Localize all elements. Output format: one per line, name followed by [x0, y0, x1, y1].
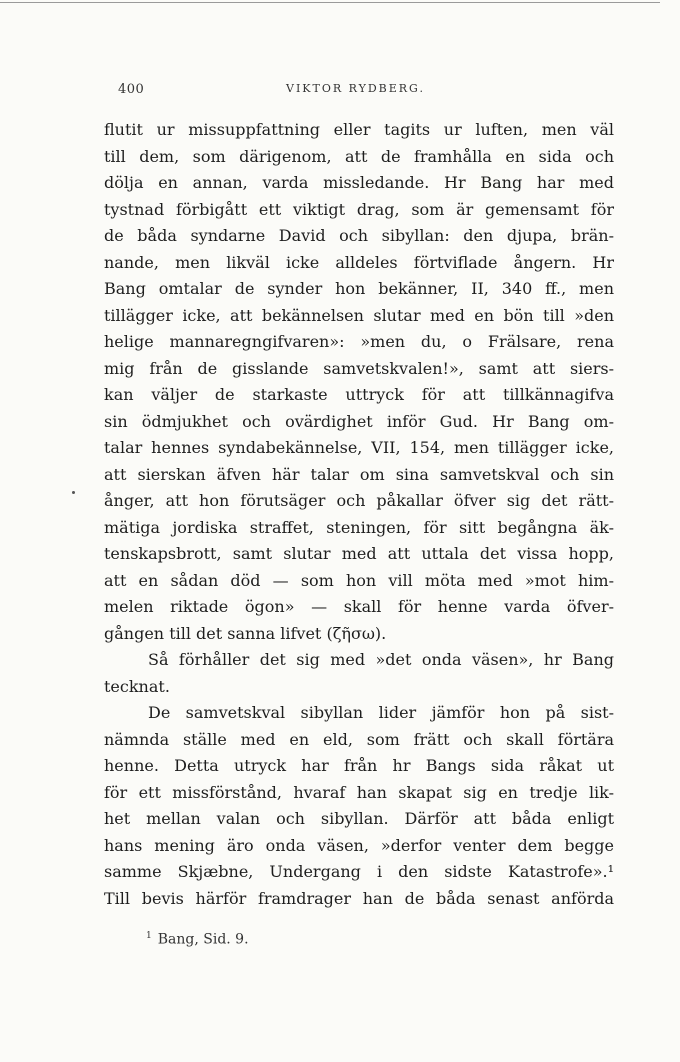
text-line: tenskapsbrott, samt slutar med att uttala det vissa hopp, — [104, 544, 614, 563]
text-line: mig från de gisslande samvetskvalen!», samt att siers- — [104, 358, 614, 378]
text-line: Till bevis härför framdrager han de båda senast anförda — [104, 888, 614, 908]
text-line: flutit ur missuppfattning eller tagits ur luften, men väl — [104, 120, 614, 139]
footnote — [146, 931, 249, 948]
text-line: tecknat. — [104, 676, 170, 696]
text-line: talar hennes syndabekännelse, VII, 154, men tillägger icke, — [104, 438, 614, 457]
text-line: ånger, att hon förutsäger och påkallar öfver sig det rätt- — [104, 491, 614, 510]
stray-ink-mark — [72, 491, 75, 494]
text-line: att sierskan äfven här talar om sina samvetskval och sin — [104, 464, 614, 484]
text-line: De samvetskval sibyllan lider jämför hon på sist- — [148, 703, 614, 722]
text-line: dölja en annan, varda missledande. Hr Bang har med — [104, 173, 614, 192]
text-line: de båda syndarne David och sibyllan: den djupa, brän- — [104, 226, 614, 245]
top-rule — [0, 2, 660, 3]
text-line: helige mannaregngifvaren»: »men du, o Frälsare, rena — [104, 332, 614, 351]
text-line: mätiga jordiska straffet, steningen, för sitt begångna äk- — [104, 517, 614, 537]
running-head: VIKTOR RYDBERG. — [286, 82, 425, 95]
text-line: het mellan valan och sibyllan. Därför att båda enligt — [104, 809, 614, 828]
text-line: att en sådan död — som hon vill möta med »mot him- — [104, 570, 614, 590]
body-text — [104, 117, 614, 912]
text-line: kan väljer de starkaste uttryck för att tillkännagifva — [104, 385, 614, 404]
text-line: Så förhåller det sig med »det onda väsen», hr Bang — [148, 650, 614, 669]
text-line: hans mening äro onda väsen, »derfor venter dem begge — [104, 835, 614, 855]
text-line: nämnda ställe med en eld, som frätt och skall förtära — [104, 729, 614, 749]
text-line: sin ödmjukhet och ovärdighet inför Gud. Hr Bang om- — [104, 411, 614, 431]
footnote-mark: 1 — [146, 931, 152, 941]
text-line: tystnad förbigått ett viktigt drag, som är gemensamt för — [104, 199, 614, 219]
text-line: samme Skjæbne, Undergang i den sidste Katastrofe».¹ — [104, 862, 614, 881]
text-line: henne. Detta utryck har från hr Bangs sida råkat ut — [104, 756, 614, 775]
text-line: för ett missförstånd, hvaraf han skapat sig en tredje lik- — [104, 782, 614, 802]
text-line: gången till det sanna lifvet (ζῆσω). — [104, 623, 387, 643]
text-line: nande, men likväl icke alldeles förtviflade ångern. Hr — [104, 252, 614, 272]
text-line: till dem, som därigenom, att de framhålla en sida och — [104, 146, 614, 166]
page-number: 400 — [118, 82, 145, 97]
text-line: Bang omtalar de synder hon bekänner, II, 340 ff., men — [104, 279, 614, 298]
footnote-text: Bang, Sid. 9. — [157, 931, 249, 948]
text-line: tillägger icke, att bekännelsen slutar med en bön till »den — [104, 305, 614, 325]
text-line: melen riktade ögon» — skall för henne varda öfver- — [104, 597, 614, 616]
page-header — [118, 82, 616, 102]
